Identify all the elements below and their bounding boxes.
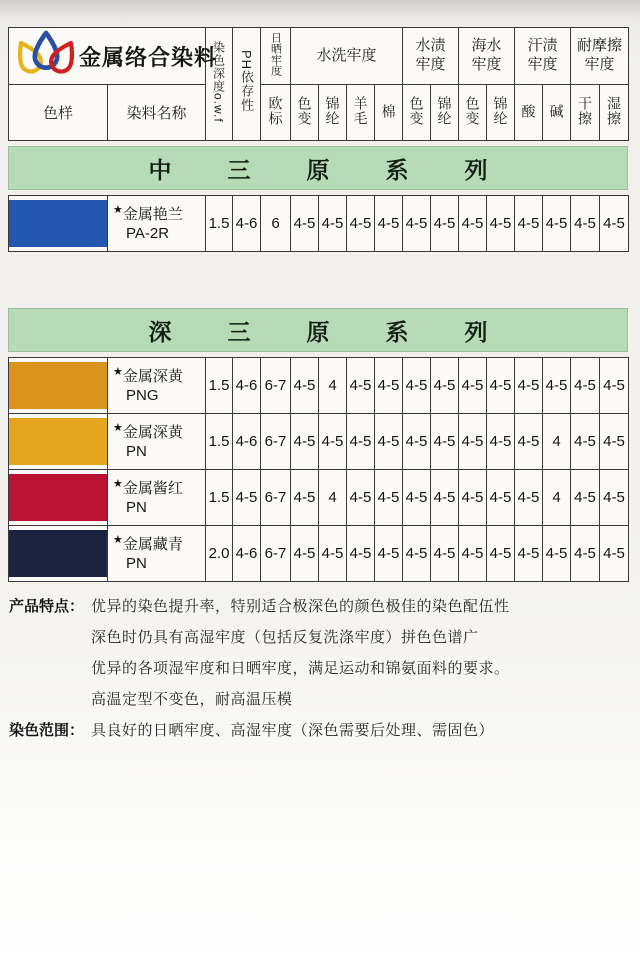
fastness-value: 6-7 (261, 470, 291, 526)
header-sub-色变: 色变 (403, 85, 431, 141)
header-sub-色变: 色变 (291, 85, 319, 141)
color-swatch (9, 474, 107, 521)
fastness-value: 4-5 (543, 358, 571, 414)
feature-line: 高温定型不变色，耐高温压模 (91, 691, 293, 708)
fastness-value: 4-5 (571, 196, 600, 252)
header-sub-湿擦: 湿擦 (600, 85, 629, 141)
fastness-value: 4-5 (291, 526, 319, 582)
range-line: 染色范围： 具良好的日晒牢度、高湿牢度（深色需要后处理、需固色） (9, 715, 630, 746)
header-sub-锦纶: 锦纶 (431, 85, 459, 141)
color-sample-cell (9, 196, 108, 252)
color-swatch (9, 418, 107, 465)
fastness-value: 4-5 (515, 414, 543, 470)
fastness-value: 1.5 (206, 358, 233, 414)
fastness-value: 4-5 (600, 196, 629, 252)
fastness-value: 4-5 (319, 196, 347, 252)
fastness-value: 4-5 (431, 358, 459, 414)
fastness-value: 4-5 (543, 526, 571, 582)
features-label: 产品特点： (9, 598, 85, 615)
dye-name-cell: ★金属藏青 PN (108, 526, 206, 582)
fastness-value: 4 (319, 358, 347, 414)
fastness-value: 4-5 (600, 414, 629, 470)
series-banner: 中三原系列 (8, 146, 628, 190)
brand-title: 金属络合染料 (79, 44, 218, 70)
header-group-耐摩擦牢度: 耐摩擦牢度 (571, 28, 629, 85)
fastness-value: 4-6 (233, 358, 261, 414)
dye-code: PN (126, 442, 147, 460)
fastness-value: 1.5 (206, 196, 233, 252)
fastness-value: 4-5 (375, 358, 403, 414)
star-icon: ★ (113, 421, 123, 434)
fastness-value: 4-5 (515, 470, 543, 526)
header-group-水渍牢度: 水渍牢度 (403, 28, 459, 85)
series-section (8, 308, 630, 582)
color-swatch (9, 362, 107, 409)
dye-code: PA-2R (126, 224, 170, 242)
range-label: 染色范围： (9, 722, 85, 739)
dye-code: PNG (126, 386, 159, 404)
fastness-value: 4-5 (515, 196, 543, 252)
color-sample-cell (9, 526, 108, 582)
brand-cell (9, 28, 218, 85)
fastness-value: 4-5 (600, 526, 629, 582)
star-icon: ★ (113, 365, 123, 378)
header-sub-色变: 色变 (459, 85, 487, 141)
fastness-value: 4-5 (347, 358, 375, 414)
series-banner: 深三原系列 (8, 308, 628, 352)
header-sub-棉: 棉 (375, 85, 403, 141)
dye-name-cell: ★金属深黄 PNG (108, 358, 206, 414)
dye-name-cell: ★金属酱红 PN (108, 470, 206, 526)
fastness-value: 4-6 (233, 526, 261, 582)
fastness-value: 4-5 (403, 470, 431, 526)
fastness-value: 4 (543, 414, 571, 470)
fastness-value: 4-5 (431, 526, 459, 582)
feature-line: 优异的各项湿牢度和日晒牢度，满足运动和锦氨面料的要求。 (91, 660, 510, 677)
fastness-value: 4-5 (291, 358, 319, 414)
feature-line: 深色时仍具有高湿牢度（包括反复洗涤牢度）拼色色谱广 (91, 629, 479, 646)
header-sub-干擦: 干擦 (571, 85, 600, 141)
series-data-table (8, 357, 629, 582)
fastness-value: 4-5 (459, 196, 487, 252)
header-sub-锦纶: 锦纶 (487, 85, 515, 141)
fastness-value: 4-5 (459, 526, 487, 582)
fastness-value: 4-5 (431, 196, 459, 252)
dye-row (9, 196, 629, 252)
series-section (8, 146, 630, 252)
fastness-value: 4-5 (571, 358, 600, 414)
header-euro-standard: 欧标 (261, 85, 291, 141)
fastness-value: 4-5 (459, 358, 487, 414)
fastness-value: 4-5 (291, 414, 319, 470)
fastness-value: 4-5 (543, 196, 571, 252)
fastness-value: 4 (319, 470, 347, 526)
fastness-value: 1.5 (206, 470, 233, 526)
fastness-value: 4-5 (375, 414, 403, 470)
header-sub-酸: 酸 (515, 85, 543, 141)
fastness-value: 4-5 (375, 470, 403, 526)
color-swatch (9, 200, 107, 247)
fastness-value: 4-5 (233, 470, 261, 526)
fastness-value: 4-5 (459, 470, 487, 526)
dye-name-cell: ★金属深黄 PN (108, 414, 206, 470)
fastness-value: 4-5 (291, 470, 319, 526)
fastness-value: 4-5 (375, 196, 403, 252)
header-group-汗渍牢度: 汗渍牢度 (515, 28, 571, 85)
product-notes (8, 591, 630, 746)
color-sample-cell (9, 470, 108, 526)
fastness-value: 4-5 (487, 470, 515, 526)
fastness-value: 1.5 (206, 414, 233, 470)
fastness-value: 4-5 (291, 196, 319, 252)
fastness-value: 4-5 (487, 358, 515, 414)
dye-name-cell: ★金属艳兰 PA-2R (108, 196, 206, 252)
star-icon: ★ (113, 203, 123, 216)
dye-row (9, 470, 629, 526)
color-swatch (9, 530, 107, 577)
fastness-value: 4-5 (571, 470, 600, 526)
star-icon: ★ (113, 533, 123, 546)
fastness-value: 4-5 (347, 414, 375, 470)
fastness-value: 4-5 (431, 414, 459, 470)
fastness-header-table (8, 27, 629, 141)
header-group-海水牢度: 海水牢度 (459, 28, 515, 85)
fastness-value: 4-6 (233, 414, 261, 470)
fastness-value: 4-5 (347, 470, 375, 526)
series-sections (8, 146, 630, 582)
header-depth-owf: 染色深度o.w.f (206, 28, 233, 141)
series-data-table (8, 195, 629, 252)
fastness-value: 4-5 (487, 414, 515, 470)
fastness-value: 4-5 (515, 526, 543, 582)
fastness-value: 4-5 (571, 414, 600, 470)
header-color-sample: 色样 (9, 85, 108, 141)
fastness-value: 6 (261, 196, 291, 252)
header-dye-name: 染料名称 (108, 85, 206, 141)
fastness-value: 2.0 (206, 526, 233, 582)
fastness-value: 4-5 (431, 470, 459, 526)
fastness-value: 4-5 (347, 196, 375, 252)
header-light-fastness: 日晒牢度 (261, 28, 291, 85)
color-sample-cell (9, 358, 108, 414)
fastness-value: 4-5 (403, 196, 431, 252)
fastness-value: 4-6 (233, 196, 261, 252)
fastness-value: 4-5 (375, 526, 403, 582)
fastness-value: 4-5 (600, 358, 629, 414)
fastness-value: 4-5 (347, 526, 375, 582)
dye-row (9, 526, 629, 582)
fastness-value: 4-5 (319, 414, 347, 470)
dye-row (9, 358, 629, 414)
fastness-value: 4-5 (459, 414, 487, 470)
star-icon: ★ (113, 477, 123, 490)
header-group-水洗牢度: 水洗牢度 (291, 28, 403, 85)
color-sample-cell (9, 414, 108, 470)
fastness-value: 4-5 (403, 414, 431, 470)
fastness-value: 4 (543, 470, 571, 526)
header-sub-碱: 碱 (543, 85, 571, 141)
dye-row (9, 414, 629, 470)
header-sub-锦纶: 锦纶 (319, 85, 347, 141)
fastness-value: 4-5 (403, 526, 431, 582)
fastness-value: 4-5 (571, 526, 600, 582)
fastness-value: 4-5 (403, 358, 431, 414)
fastness-value: 6-7 (261, 414, 291, 470)
fastness-value: 4-5 (487, 526, 515, 582)
dye-code: PN (126, 554, 147, 572)
fastness-value: 4-5 (319, 526, 347, 582)
header-ph-dependence: PH依存性 (233, 28, 261, 141)
brand-logo-droplets-icon (17, 30, 75, 82)
fastness-value: 4-5 (515, 358, 543, 414)
fastness-value: 6-7 (261, 526, 291, 582)
fastness-value: 6-7 (261, 358, 291, 414)
header-sub-羊毛: 羊毛 (347, 85, 375, 141)
dye-code: PN (126, 498, 147, 516)
fastness-value: 4-5 (600, 470, 629, 526)
feature-line: 产品特点： 优异的染色提升率，特别适合极深色的颜色极佳的染色配伍性 (9, 591, 630, 622)
fastness-value: 4-5 (487, 196, 515, 252)
